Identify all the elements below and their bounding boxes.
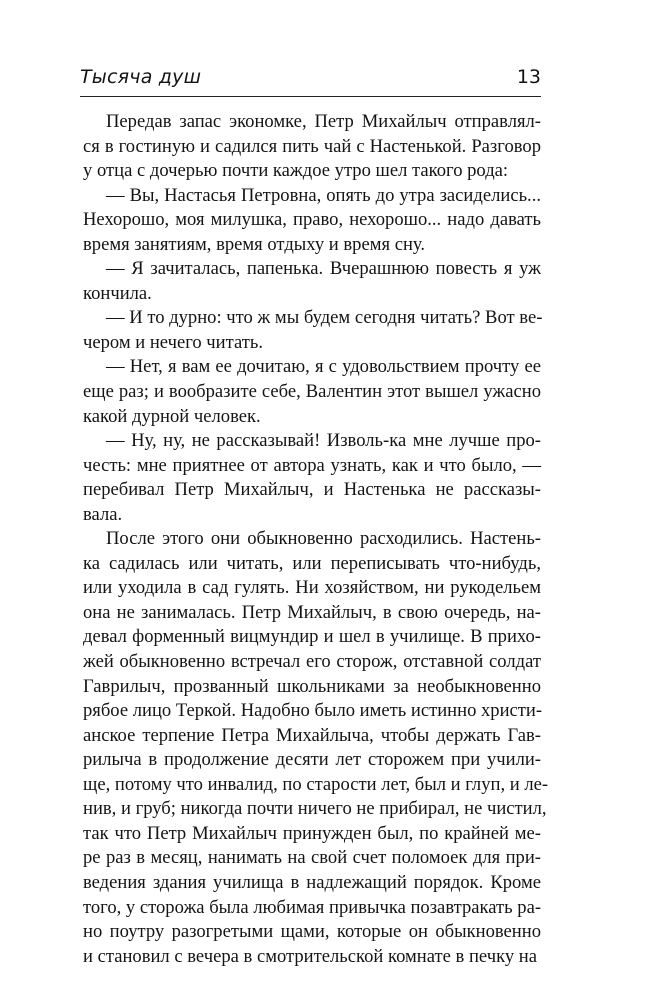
text-line: и становил с вечера в смотрительской комнате в печку на bbox=[83, 945, 537, 967]
text-line: честь: мне приятнее от автора узнать, как и что было, — bbox=[83, 454, 541, 476]
text-line: — Вы, Настасья Петровна, опять до утра засиделись... bbox=[106, 184, 541, 206]
text-line: — И то дурно: что ж мы будем сегодня читать? Вот ве- bbox=[106, 307, 543, 329]
paragraph bbox=[83, 184, 541, 258]
body-text bbox=[83, 110, 549, 969]
page-number: 13 bbox=[516, 66, 541, 88]
text-line: Гаврилыч, прозванный школьниками за необыкновенно bbox=[83, 675, 541, 697]
text-line: перебивал Петр Михайлыч, и Настенька не рассказы- bbox=[83, 479, 541, 501]
text-line: ще, потому что инвалид, по старости лет, был и глуп, и ле- bbox=[83, 773, 549, 795]
text-line: Передав запас экономке, Петр Михайлыч отправлял- bbox=[106, 111, 541, 132]
paragraph bbox=[83, 110, 541, 184]
text-line: или уходила в сад гулять. Ни хозяйством, ни рукодельем bbox=[83, 577, 541, 599]
header-rule bbox=[80, 96, 541, 97]
running-header bbox=[80, 66, 541, 96]
text-line: кончила. bbox=[83, 282, 152, 304]
text-line: еще раз; и вообразите себе, Валентин этот вышел ужасно bbox=[83, 381, 541, 403]
text-line: ка садилась или читать, или переписывать что-нибудь, bbox=[83, 552, 541, 574]
text-line: ре раз в месяц, нанимать на свой счет поломоек для при- bbox=[83, 847, 541, 869]
text-line: рябое лицо Теркой. Надобно было иметь истинно христи- bbox=[83, 700, 543, 722]
text-line: так что Петр Михайлыч принужден был, по крайней ме- bbox=[83, 822, 541, 844]
text-line: рилыча в продолжение десяти лет сторожем при учили- bbox=[83, 749, 541, 771]
text-line: — Ну, ну, не рассказывай! Изволь-ка мне лучше про- bbox=[106, 430, 541, 452]
text-line: нив, и груб; никогда почти ничего не прибирал, не чистил, bbox=[83, 798, 547, 820]
text-line: вала. bbox=[83, 503, 123, 525]
text-line: девал форменный вицмундир и шел в училище. В прихо- bbox=[83, 626, 541, 648]
text-line: она не занималась. Петр Михайлыч, в свою очередь, на- bbox=[83, 601, 541, 623]
paragraph bbox=[83, 527, 549, 969]
text-line: ся в гостиную и садился пить чай с Настенькой. Разговор bbox=[83, 135, 541, 157]
text-line: время занятиям, время отдыху и время сну. bbox=[83, 233, 425, 255]
text-line: анское терпение Петра Михайлыча, чтобы держать Гав- bbox=[83, 724, 541, 746]
text-line: у отца с дочерью почти каждое утро шел такого рода: bbox=[83, 160, 509, 182]
text-line: ведения здания училища в надлежащий порядок. Кроме bbox=[83, 871, 541, 893]
book-title: Тысяча душ bbox=[80, 66, 202, 88]
text-line: — Я зачиталась, папенька. Вчерашнюю повесть я уж bbox=[106, 258, 541, 280]
text-line: того, у сторожа была любимая привычка позавтракать ра- bbox=[83, 896, 542, 918]
paragraph bbox=[83, 257, 541, 306]
text-line: какой дурной человек. bbox=[83, 405, 261, 427]
paragraph bbox=[83, 429, 541, 527]
text-line: но поутру разогретыми щами, которые он обыкновенно bbox=[83, 921, 541, 943]
paragraph bbox=[83, 306, 541, 355]
text-line: После этого они обыкновенно расходились. Настень- bbox=[106, 528, 541, 550]
text-line: чером и нечего читать. bbox=[83, 331, 263, 353]
paragraph bbox=[83, 355, 541, 429]
text-line: Нехорошо, моя милушка, право, нехорошо... надо давать bbox=[83, 209, 541, 231]
text-line: жей обыкновенно встречал его сторож, отставной солдат bbox=[83, 651, 541, 673]
text-line: — Нет, я вам ее дочитаю, я с удовольствием прочту ее bbox=[106, 356, 541, 378]
